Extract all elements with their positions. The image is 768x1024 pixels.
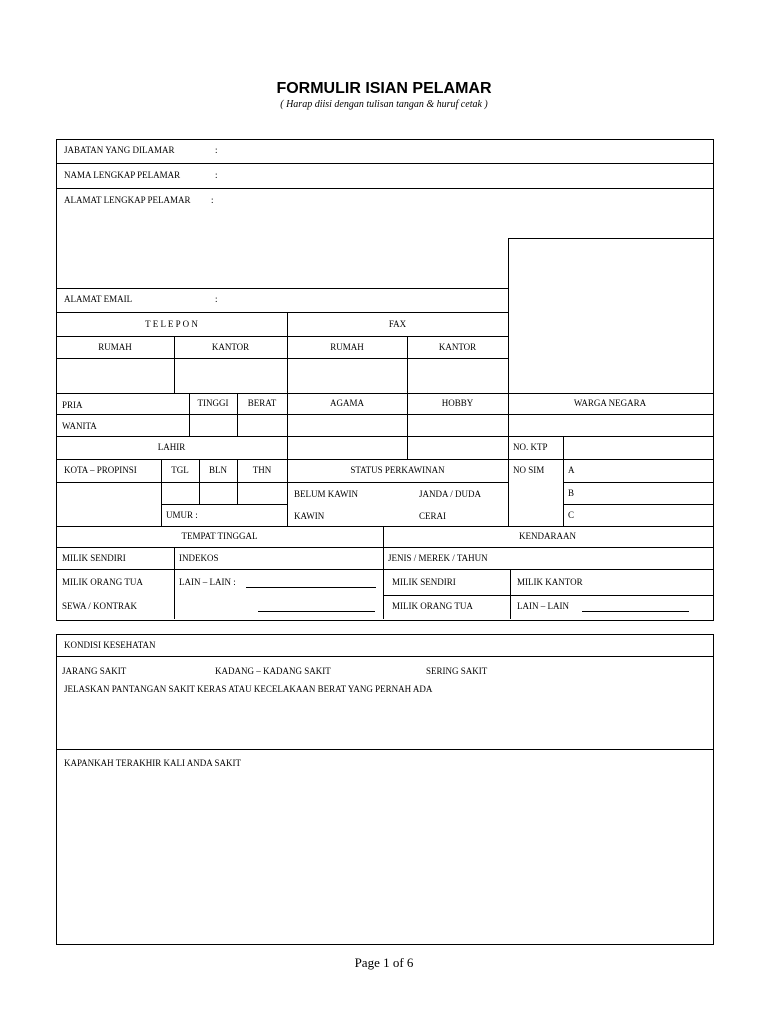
- status-belum-kawin-option[interactable]: BELUM KAWIN: [294, 489, 359, 499]
- status-kawin-option[interactable]: KAWIN: [294, 511, 325, 521]
- alamat-label: ALAMAT LENGKAP PELAMAR: [64, 195, 191, 205]
- tempat-tinggal-header: TEMPAT TINGGAL: [181, 531, 258, 541]
- rumah-indekos-option[interactable]: INDEKOS: [179, 553, 219, 563]
- jabatan-label: JABATAN YANG DILAMAR: [64, 145, 175, 155]
- bln-header: BLN: [209, 465, 227, 475]
- status-janda-duda-option[interactable]: JANDA / DUDA: [419, 489, 482, 499]
- telepon-rumah-field[interactable]: [58, 360, 172, 391]
- nama-colon: :: [215, 170, 218, 180]
- telepon-rumah-header: RUMAH: [98, 342, 132, 352]
- rumah-lain-lain-field-2[interactable]: [258, 611, 375, 612]
- email-colon: :: [215, 294, 218, 304]
- alamat-field[interactable]: [60, 208, 500, 284]
- kendaraan-milik-orang-tua-option[interactable]: MILIK ORANG TUA: [392, 601, 473, 611]
- jelaskan-label: JELASKAN PANTANGAN SAKIT KERAS ATAU KECELAKAAN BERAT YANG PERNAH ADA: [64, 684, 433, 694]
- jenis-merek-tahun-label: JENIS / MEREK / TAHUN: [388, 553, 488, 563]
- status-cerai-option[interactable]: CERAI: [419, 511, 446, 521]
- sim-c-label: C: [568, 510, 575, 520]
- photo-box: [510, 240, 710, 390]
- no-sim-label: NO SIM: [513, 465, 545, 475]
- form-subtitle: ( Harap diisi dengan tulisan tangan & huruf cetak ): [280, 99, 488, 110]
- telepon-kantor-header: KANTOR: [211, 342, 250, 352]
- kendaraan-header: KENDARAAN: [519, 531, 576, 541]
- kendaraan-lain-lain-field[interactable]: [582, 611, 689, 612]
- no-ktp-field[interactable]: [565, 438, 710, 457]
- jelaskan-field[interactable]: [60, 698, 708, 746]
- kota-propinsi-header: KOTA – PROPINSI: [64, 465, 137, 475]
- alamat-colon: :: [211, 195, 214, 205]
- gender-pria-option[interactable]: PRIA: [62, 400, 83, 410]
- fax-rumah-field[interactable]: [289, 360, 405, 391]
- kapankah-label: KAPANKAH TERAKHIR KALI ANDA SAKIT: [64, 758, 242, 768]
- kapankah-field[interactable]: [60, 772, 708, 940]
- jabatan-field[interactable]: [222, 142, 702, 160]
- agama-header: AGAMA: [329, 398, 364, 408]
- kendaraan-milik-kantor-option[interactable]: MILIK KANTOR: [517, 577, 583, 587]
- nama-label: NAMA LENGKAP PELAMAR: [64, 170, 181, 180]
- rumah-lain-lain-option[interactable]: LAIN – LAIN :: [179, 577, 236, 587]
- no-ktp-label: NO. KTP: [513, 442, 548, 452]
- nama-field[interactable]: [222, 166, 702, 184]
- rumah-sewa-kontrak-option[interactable]: SEWA / KONTRAK: [62, 601, 138, 611]
- rumah-lain-lain-field[interactable]: [246, 587, 376, 588]
- jabatan-colon: :: [215, 145, 218, 155]
- hobby-header: HOBBY: [441, 398, 474, 408]
- sim-b-label: B: [568, 488, 575, 498]
- thn-header: THN: [252, 465, 272, 475]
- page-number: Page 1 of 6: [354, 955, 414, 970]
- warga-negara-header: WARGA NEGARA: [573, 398, 647, 408]
- fax-rumah-header: RUMAH: [330, 342, 364, 352]
- email-field[interactable]: [222, 291, 502, 309]
- kendaraan-milik-sendiri-option[interactable]: MILIK SENDIRI: [392, 577, 456, 587]
- telepon-kantor-field[interactable]: [176, 360, 285, 391]
- kadang-sakit-option[interactable]: KADANG – KADANG SAKIT: [215, 666, 331, 676]
- fax-kantor-header: KANTOR: [438, 342, 477, 352]
- berat-header: BERAT: [247, 398, 277, 408]
- jarang-sakit-option[interactable]: JARANG SAKIT: [62, 666, 127, 676]
- rumah-milik-sendiri-option[interactable]: MILIK SENDIRI: [62, 553, 126, 563]
- form-title: FORMULIR ISIAN PELAMAR: [276, 80, 492, 97]
- email-label: ALAMAT EMAIL: [64, 294, 133, 304]
- tinggi-header: TINGGI: [197, 398, 229, 408]
- status-perkawinan-header: STATUS PERKAWINAN: [350, 465, 445, 475]
- kondisi-kesehatan-header: KONDISI KESEHATAN: [64, 640, 156, 650]
- sering-sakit-option[interactable]: SERING SAKIT: [426, 666, 488, 676]
- fax-header: FAX: [388, 319, 407, 329]
- lahir-header: LAHIR: [157, 442, 186, 452]
- umur-label: UMUR :: [166, 510, 198, 520]
- kendaraan-lain-lain-option[interactable]: LAIN – LAIN: [517, 601, 569, 611]
- telepon-header: T E L E P O N: [145, 319, 198, 329]
- fax-kantor-field[interactable]: [409, 360, 506, 391]
- rumah-milik-orang-tua-option[interactable]: MILIK ORANG TUA: [62, 577, 143, 587]
- gender-wanita-option[interactable]: WANITA: [62, 421, 97, 431]
- tgl-header: TGL: [171, 465, 189, 475]
- sim-a-label: A: [568, 465, 575, 475]
